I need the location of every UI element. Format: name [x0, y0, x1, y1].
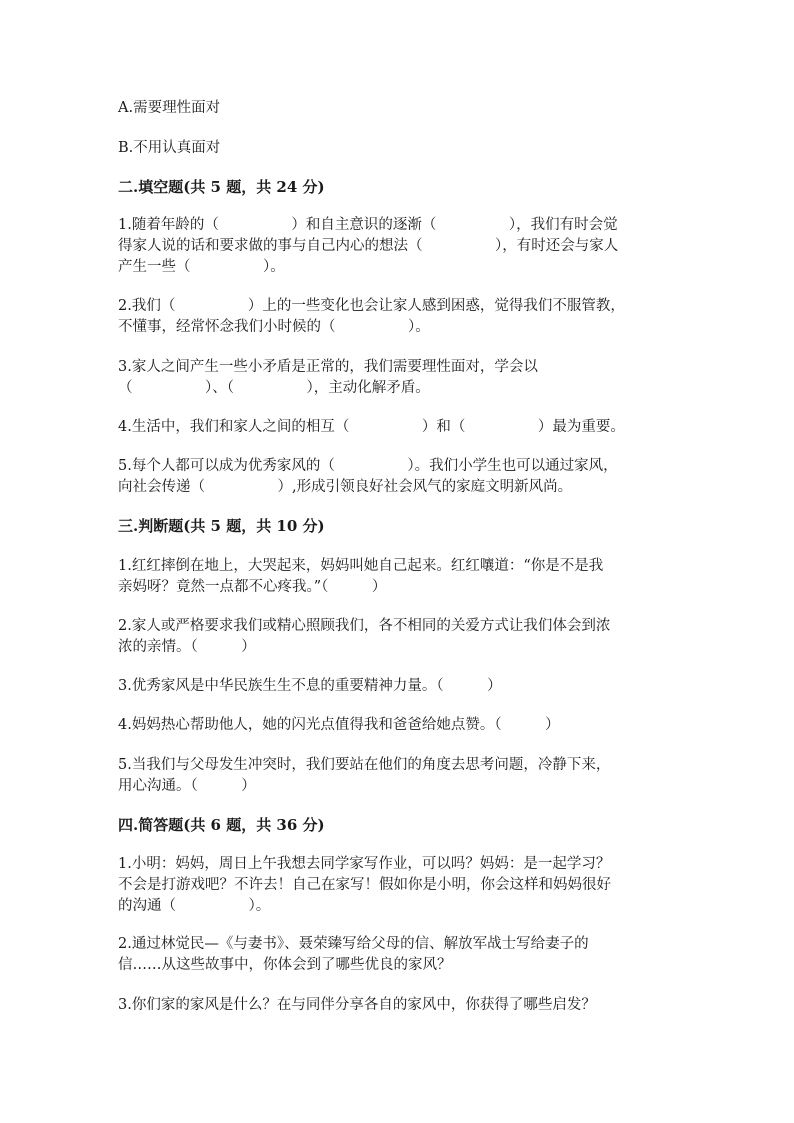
section-true-false-heading: 三.判断题(共 5 题，共 10 分): [118, 517, 325, 535]
section-fill-in-heading: 二.填空题(共 5 题，共 24 分): [118, 178, 325, 196]
choice-option-b: B.不用认真面对: [118, 140, 221, 156]
choice-option-a: A.需要理性面对: [118, 100, 221, 116]
section-short-answer-heading: 四.简答题(共 6 题，共 36 分): [118, 816, 325, 834]
